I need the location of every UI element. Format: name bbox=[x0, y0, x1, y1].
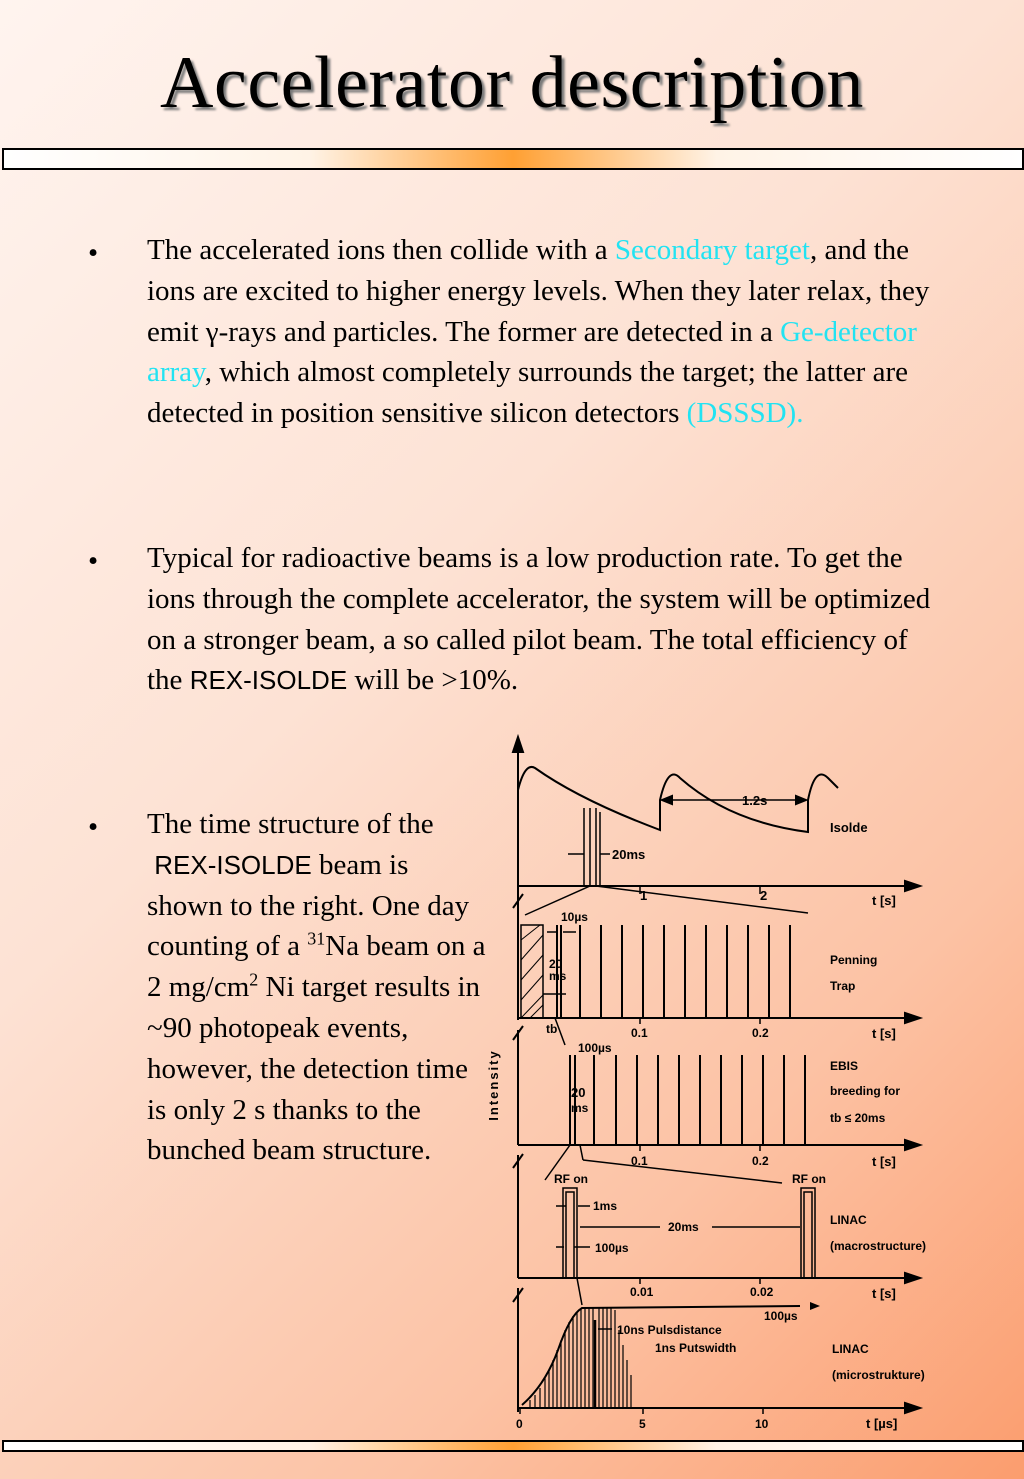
highlight-dsssd: (DSSSD) bbox=[686, 397, 797, 430]
footer-divider bbox=[2, 1440, 1024, 1452]
y-axis-label: Intensity bbox=[486, 1049, 501, 1121]
tick-label: 0 bbox=[516, 1417, 523, 1431]
panel-linac-micro-label: LINAC bbox=[832, 1342, 869, 1356]
bullet-text-1: The accelerated ions then collide with a Secondary target, and the ions are excited to higher energy levels. When they later relax, they emit γ-rays and particles. The former are detected in a Ge-detector array, which almost completely surrounds the target; the latter are detected in position sensitive silicon detectors (DSSSD). bbox=[147, 234, 930, 430]
highlight-secondary-target: Secondary target bbox=[614, 234, 810, 266]
panel-isolde-label: Isolde bbox=[830, 820, 868, 835]
annotation-20ms: 20ms bbox=[668, 1220, 699, 1234]
tick-label: 0.01 bbox=[630, 1285, 654, 1299]
axis-unit-1: t [s] bbox=[872, 893, 896, 908]
panel-linac-macro-label-2: (macrostructure) bbox=[830, 1239, 927, 1253]
annotation-ms: ms bbox=[549, 969, 567, 983]
annotation-tb: tb bbox=[546, 1022, 558, 1036]
annotation-rf-on: RF on bbox=[792, 1172, 826, 1186]
bullet-text-3: The time structure of the REX-ISOLDE beam is shown to the right. One day counting of a $^{31}$Na beam on a 2 $mg/cm^2$ Ni target results in ~90 photopeak events, however, the detection time is only 2 s thanks to the bunched beam structure. bbox=[147, 808, 486, 1167]
tick-label: 5 bbox=[639, 1417, 646, 1431]
annotation-100us: 100µs bbox=[764, 1309, 798, 1323]
tick-label: 2 bbox=[760, 888, 768, 903]
panel-linac-micro-label-2: (microstrukture) bbox=[832, 1368, 925, 1382]
annotation-20ms: 20ms bbox=[612, 847, 646, 862]
annotation-pulsdistance: 10ns Pulsdistance bbox=[617, 1323, 722, 1337]
highlight-ge-detector-array: Ge-detector array bbox=[147, 315, 917, 389]
rex-isolde-term: REX-ISOLDE bbox=[189, 665, 348, 696]
time-structure-diagram bbox=[480, 730, 980, 1445]
axis-unit-4: t [s] bbox=[872, 1286, 896, 1301]
panel-penning-label: Penning bbox=[830, 953, 878, 967]
annotation-20: 20 bbox=[571, 1085, 586, 1100]
panel-linac-macro-label: LINAC bbox=[830, 1213, 867, 1227]
panel-ebis-label-3: tb ≤ 20ms bbox=[830, 1111, 886, 1125]
rex-isolde-term: REX-ISOLDE bbox=[154, 849, 312, 880]
annotation-pulswidth: 1ns Putswidth bbox=[655, 1341, 737, 1355]
annotation-100us: 100µs bbox=[595, 1241, 629, 1255]
tick-label: 0.1 bbox=[631, 1026, 648, 1040]
tick-label: 10 bbox=[755, 1417, 769, 1431]
bullet-text-2: Typical for radioactive beams is a low production rate. To get the ions through the complete accelerator, the system will be optimized on a stronger beam, a so called pilot beam. The total efficiency of the REX-ISOLDE will be >10%. bbox=[147, 542, 931, 697]
title-divider bbox=[2, 148, 1024, 170]
tick-label: 0.2 bbox=[752, 1026, 769, 1040]
annotation-1-2s: 1.2s bbox=[742, 793, 768, 808]
annotation-rf-on: RF on bbox=[554, 1172, 588, 1186]
tick-label: 0.02 bbox=[750, 1285, 774, 1299]
slide-title: Accelerator description bbox=[160, 42, 864, 124]
annotation-10us: 10µs bbox=[561, 910, 588, 924]
tick-label: 0.2 bbox=[752, 1154, 769, 1168]
tick-label: 0.1 bbox=[631, 1154, 648, 1168]
axis-unit-3: t [s] bbox=[872, 1154, 896, 1169]
bullet-marker: • bbox=[88, 545, 99, 577]
panel-penning-label-2: Trap bbox=[830, 979, 856, 993]
annotation-1ms: 1ms bbox=[593, 1199, 618, 1213]
axis-unit-5: t [µs] bbox=[866, 1416, 898, 1431]
annotation-100us: 100µs bbox=[578, 1041, 612, 1055]
bullet-marker: • bbox=[88, 237, 99, 269]
axis-unit-2: t [s] bbox=[872, 1026, 896, 1041]
panel-ebis-label-2: breeding for bbox=[830, 1084, 901, 1098]
annotation-20: 20 bbox=[549, 957, 563, 971]
annotation-ms: ms bbox=[571, 1101, 589, 1115]
panel-ebis-label: EBIS bbox=[830, 1059, 859, 1073]
tick-label: 1 bbox=[640, 888, 648, 903]
bullet-marker: • bbox=[88, 811, 99, 843]
